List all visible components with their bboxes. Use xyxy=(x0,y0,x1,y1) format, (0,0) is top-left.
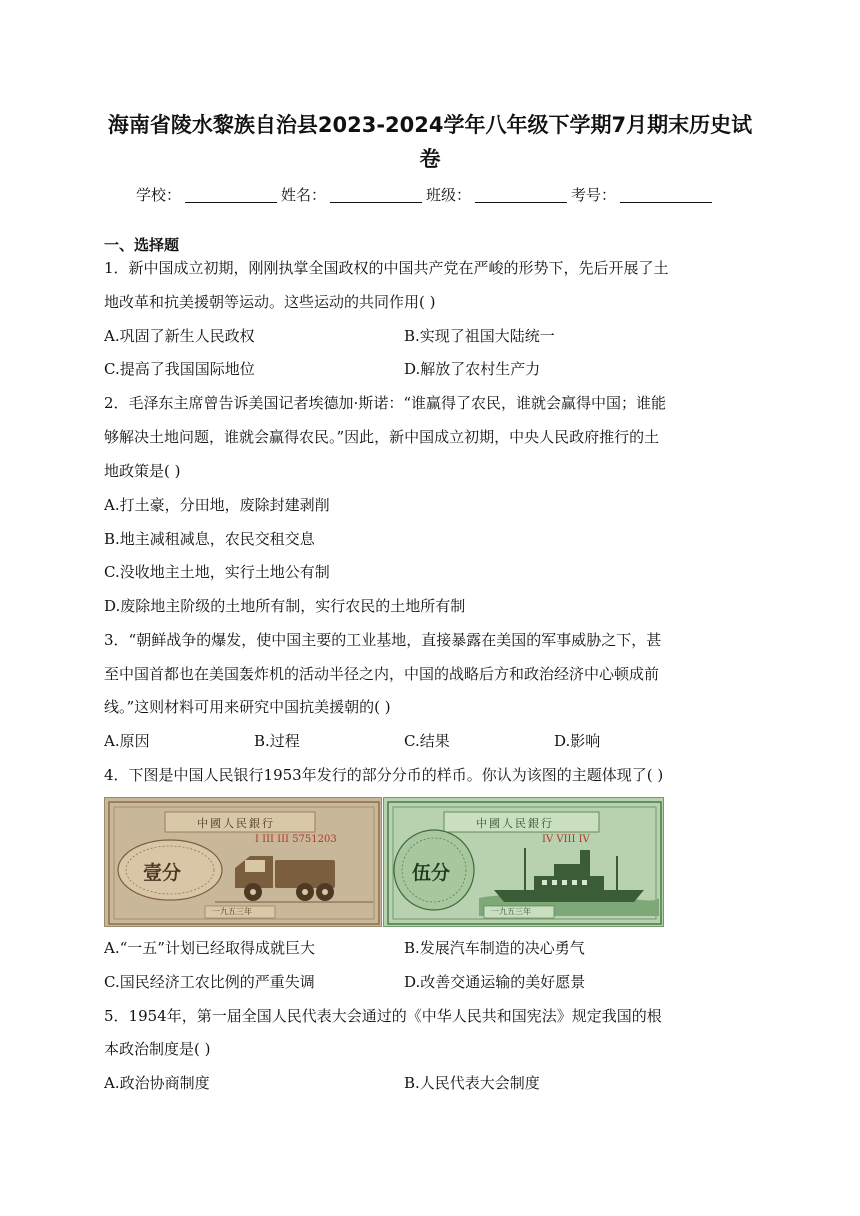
q1-line-2: 地改革和抗美援朝等运动。这些运动的共同作用( ) xyxy=(104,293,436,311)
title-line-2: 卷 xyxy=(419,147,441,171)
q4-option-c[interactable]: C.国民经济工农比例的严重失调 xyxy=(104,973,315,991)
title-line-1: 海南省陵水黎族自治县2023-2024学年八年级下学期7月期末历史试 xyxy=(107,113,753,137)
q4-line-1: 4．下图是中国人民银行1953年发行的部分分币的样币。你认为该图的主题体现了( ) xyxy=(104,766,664,784)
q5-option-b[interactable]: B.人民代表大会制度 xyxy=(404,1074,540,1092)
name-label: 姓名： xyxy=(281,186,327,204)
q3-line-2: 至中国首都也在美国轰炸机的活动半径之内，中国的战略后方和政治经济中心顿成前 xyxy=(104,665,660,683)
q3-option-b[interactable]: B.过程 xyxy=(254,732,300,750)
exam-title xyxy=(100,108,760,176)
q3-line-1: 3．“朝鲜战争的爆发，使中国主要的工业基地，直接暴露在美国的军事威胁之下，甚 xyxy=(104,631,662,649)
exam-no-blank[interactable] xyxy=(620,188,712,203)
school-blank[interactable] xyxy=(185,188,277,203)
q3-option-c[interactable]: C.结果 xyxy=(404,732,450,750)
exam-no-label: 考号： xyxy=(571,186,617,204)
right-denomination: 伍分 xyxy=(412,862,451,884)
name-blank[interactable] xyxy=(330,188,422,203)
left-bank-name: 中國人民銀行 xyxy=(197,817,275,830)
left-denomination: 壹分 xyxy=(143,862,182,884)
q2-option-d[interactable]: D.废除地主阶级的土地所有制，实行农民的土地所有制 xyxy=(104,597,466,615)
q2-line-3: 地政策是( ) xyxy=(104,462,181,480)
student-info-row xyxy=(136,184,716,206)
q2-line-2: 够解决土地问题，谁就会赢得农民。”因此，新中国成立初期，中央人民政府推行的土 xyxy=(104,428,660,446)
q2-option-b[interactable]: B.地主减租减息，农民交租交息 xyxy=(104,530,315,548)
q1-line-1: 1．新中国成立初期，刚刚执掌全国政权的中国共产党在严峻的形势下，先后开展了土 xyxy=(104,259,669,277)
q4-option-a[interactable]: A.“一五”计划已经取得成就巨大 xyxy=(104,939,315,957)
q1-option-b[interactable]: B.实现了祖国大陆统一 xyxy=(404,327,555,345)
q4-option-d[interactable]: D.改善交通运输的美好愿景 xyxy=(404,973,586,991)
q5-line-2: 本政治制度是( ) xyxy=(104,1040,211,1058)
one-fen-banknote xyxy=(104,797,382,927)
q2-option-c[interactable]: C.没收地主土地，实行土地公有制 xyxy=(104,563,330,581)
left-serial: I III III 5751203 xyxy=(255,834,337,845)
q3-option-d[interactable]: D.影响 xyxy=(554,732,601,750)
q4-option-b[interactable]: B.发展汽车制造的决心勇气 xyxy=(404,939,585,957)
q3-line-3: 线。”这则材料可用来研究中国抗美援朝的( ) xyxy=(104,698,391,716)
class-label: 班级： xyxy=(426,186,472,204)
q5-line-1: 5．1954年，第一届全国人民代表大会通过的《中华人民共和国宪法》规定我国的根 xyxy=(104,1007,662,1025)
banknote-image xyxy=(104,797,664,927)
q2-line-1: 2．毛泽东主席曾告诉美国记者埃德加·斯诺：“谁赢得了农民，谁就会赢得中国；谁能 xyxy=(104,394,666,412)
q1-option-c[interactable]: C.提高了我国国际地位 xyxy=(104,360,255,378)
class-blank[interactable] xyxy=(475,188,567,203)
five-fen-banknote xyxy=(383,797,664,927)
right-year: 一九五三年 xyxy=(491,907,531,916)
school-label: 学校： xyxy=(136,186,182,204)
left-year: 一九五三年 xyxy=(212,907,252,916)
q2-option-a[interactable]: A.打土豪，分田地，废除封建剥削 xyxy=(104,496,330,514)
q1-option-a[interactable]: A.巩固了新生人民政权 xyxy=(104,327,255,345)
q5-option-a[interactable]: A.政治协商制度 xyxy=(104,1074,210,1092)
right-serial: IV VIII IV xyxy=(542,834,590,845)
section-title: 一、选择题 xyxy=(104,236,180,254)
right-bank-name: 中國人民銀行 xyxy=(476,817,554,830)
q1-option-d[interactable]: D.解放了农村生产力 xyxy=(404,360,541,378)
q3-option-a[interactable]: A.原因 xyxy=(104,732,150,750)
